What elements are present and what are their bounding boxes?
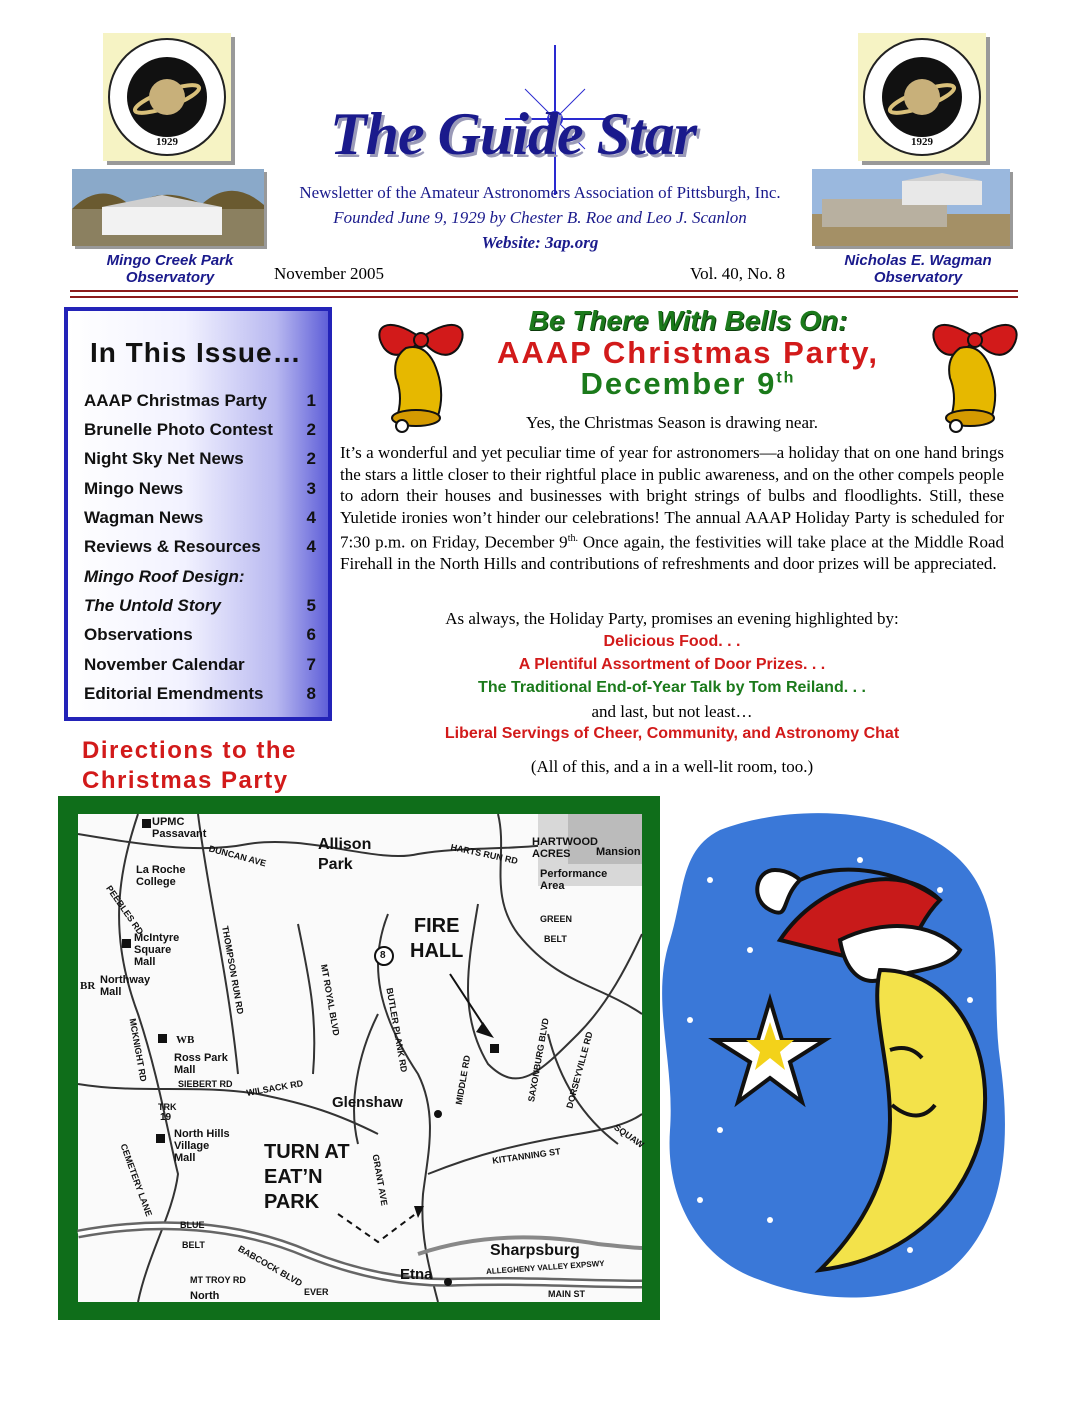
seal-year: 1929 xyxy=(911,136,933,148)
masthead-title: The Guide Star xyxy=(330,101,697,167)
map-road: HARTS RUN RD xyxy=(449,841,519,867)
map-place: BR xyxy=(80,980,96,992)
toc-item-page: 2 xyxy=(306,449,316,468)
map-road: MCKNIGHT RD xyxy=(127,1017,149,1083)
map-place: Etna xyxy=(400,1266,433,1283)
map-place: Passavant xyxy=(152,828,207,840)
turn-note-line1: TURN AT xyxy=(264,1141,350,1163)
toc-item[interactable] xyxy=(84,479,316,503)
toc-item[interactable] xyxy=(84,655,316,679)
map-place: BELT xyxy=(544,934,567,944)
toc-item-label: Night Sky Net News xyxy=(84,449,244,468)
map-place: BLUE xyxy=(180,1220,205,1230)
mingo-caption-line2: Observatory xyxy=(125,269,215,286)
toc-item-label: AAAP Christmas Party xyxy=(84,391,267,410)
map-road: SQUAW xyxy=(612,1122,646,1150)
aaap-seal-left xyxy=(103,33,231,161)
map-place: UPMC xyxy=(152,816,185,828)
directions-title-line2: Christmas Party xyxy=(82,767,289,794)
map-place: 19 xyxy=(160,1112,172,1123)
map-place: Mall xyxy=(174,1064,196,1076)
toc-item[interactable] xyxy=(84,567,316,591)
aaap-seal-right xyxy=(858,33,986,161)
map-place: 8 xyxy=(380,950,386,961)
fire-hall-line2: HALL xyxy=(410,940,464,962)
map-road: ALLEGHENY VALLEY EXPSWY xyxy=(485,1258,605,1277)
saturn-seal-icon xyxy=(858,33,986,161)
header-rule-top xyxy=(70,290,1018,292)
map-road: MAIN ST xyxy=(548,1289,585,1299)
toc-item[interactable] xyxy=(84,625,316,649)
toc-item-page: 1 xyxy=(306,391,316,410)
fire-hall-marker xyxy=(490,1044,499,1053)
toc-item-label: November Calendar xyxy=(84,655,245,674)
table-of-contents xyxy=(64,307,332,721)
map-place: North xyxy=(190,1290,220,1302)
map-road: CEMETERY LANE xyxy=(118,1142,155,1218)
map-place: Glenshaw xyxy=(332,1094,403,1111)
map-place: Mall xyxy=(174,1152,196,1164)
map-place: Mall xyxy=(134,956,156,968)
issue-date: November 2005 xyxy=(274,264,385,283)
map-road: SIEBERT RD xyxy=(178,1079,233,1089)
toc-item-page: 7 xyxy=(306,655,316,674)
directions-map xyxy=(78,814,646,1302)
map-place: GREEN xyxy=(540,914,573,924)
toc-item[interactable] xyxy=(84,596,316,620)
map-place: Park xyxy=(318,856,353,873)
map-place: Ross Park xyxy=(174,1052,228,1064)
turn-note-line2: EAT’N xyxy=(264,1166,323,1188)
highlight-item-last: Liberal Servings of Cheer, Community, and Astronomy Chat xyxy=(444,725,900,742)
toc-item-page: 4 xyxy=(306,537,316,556)
article-date-headline xyxy=(380,366,996,402)
wagman-caption-line2: Observatory xyxy=(873,269,963,286)
map-place: Mall xyxy=(100,986,122,998)
map-road: GRANT AVE xyxy=(370,1153,390,1207)
map-road: BUTLER PLANK RD xyxy=(384,987,410,1073)
toc-item-label: Mingo News xyxy=(84,479,184,498)
mingo-observatory-photo xyxy=(72,169,264,246)
wagman-caption xyxy=(826,252,1010,286)
toc-item-page: 2 xyxy=(306,420,316,439)
map-place: Performance xyxy=(540,868,608,880)
map-place: College xyxy=(136,876,176,888)
map-place: Area xyxy=(540,880,565,892)
toc-item[interactable] xyxy=(84,449,316,473)
toc-item-label: Observations xyxy=(84,625,193,644)
map-road: MT TROY RD xyxy=(190,1275,246,1285)
toc-item-page: 4 xyxy=(306,508,316,527)
map-road: THOMPSON RUN RD xyxy=(220,925,246,1015)
toc-item[interactable] xyxy=(84,684,316,708)
map-road: KITTANNING ST xyxy=(491,1146,562,1166)
map-place: McIntyre xyxy=(134,932,180,944)
fire-hall-line1: FIRE xyxy=(413,915,460,937)
map-place: BELT xyxy=(182,1240,205,1250)
map-road: MIDDLE RD xyxy=(453,1054,473,1106)
map-place: La Roche xyxy=(136,864,186,876)
article-body-sup: th. xyxy=(567,533,578,544)
wagman-observatory-photo xyxy=(812,169,1010,246)
map-road: DORSEYVILLE RD xyxy=(564,1030,595,1110)
map-place: Square xyxy=(134,944,172,956)
map-place: ACRES xyxy=(532,848,571,860)
issue-volume: Vol. 40, No. 8 xyxy=(690,264,786,283)
map-road: WILSACK RD xyxy=(245,1078,304,1098)
toc-item[interactable] xyxy=(84,391,316,415)
toc-item-label: Editorial Emendments xyxy=(84,684,264,703)
map-road: SAXONBURG BLVD xyxy=(526,1017,551,1103)
map-road: DUNCAN AVE xyxy=(207,843,268,869)
map-road: BABCOCK BLVD xyxy=(236,1243,304,1289)
highlight-item: Delicious Food. . . xyxy=(603,633,741,650)
christmas-moon-icon xyxy=(660,800,1010,1312)
toc-item-label: Wagman News xyxy=(84,508,204,527)
highlight-item: The Traditional End-of-Year Talk by Tom Reiland. . . xyxy=(478,679,866,696)
map-place: Northway xyxy=(100,974,151,986)
seal-year: 1929 xyxy=(156,136,178,148)
saturn-seal-icon xyxy=(103,33,231,161)
article-kicker: Be There With Bells On: xyxy=(528,305,848,336)
map-road: PEEBLES RD xyxy=(104,883,146,937)
turn-note-line3: PARK xyxy=(264,1191,320,1213)
date-headline-text: December 9 xyxy=(580,366,777,401)
newsletter-subtitle: Newsletter of the Amateur Astronomers Association of Pittsburgh, Inc. xyxy=(299,183,781,202)
map-road: MT ROYAL BLVD xyxy=(318,963,342,1037)
header-rule-bottom xyxy=(70,296,1018,298)
last-intro: and last, but not least… xyxy=(591,702,753,721)
toc-item-label: Brunelle Photo Contest xyxy=(84,420,273,439)
highlights-intro: As always, the Holiday Party, promises an evening highlighted by: xyxy=(445,609,899,628)
article-body-part2: Once again, the festivities will take place at the Middle Road Firehall in the North Hills and contributions of refreshments and door prizes will be appreciated. xyxy=(340,532,1004,574)
map-place: TRK xyxy=(158,1102,177,1112)
map-place: Sharpsburg xyxy=(490,1242,580,1259)
map-road: EVER xyxy=(304,1287,329,1297)
article-headline: AAAP Christmas Party, xyxy=(497,335,879,370)
map-place: Mansion xyxy=(596,846,641,858)
toc-title: In This Issue… xyxy=(90,337,302,368)
arrow-icon xyxy=(476,1022,494,1038)
toc-item-label: Reviews & Resources xyxy=(84,537,261,556)
map-place: HARTWOOD xyxy=(532,836,598,848)
wagman-caption-line1: Nicholas E. Wagman xyxy=(844,252,992,269)
toc-item-page: 5 xyxy=(306,596,316,615)
toc-item-page: 3 xyxy=(306,479,316,498)
toc-item-page: 8 xyxy=(306,684,316,703)
fire-hall-label xyxy=(410,914,463,964)
toc-item-label: The Untold Story xyxy=(84,596,221,615)
article-lead: Yes, the Christmas Season is drawing near. xyxy=(526,413,818,432)
article-body-part1: It’s a wonderful and yet peculiar time of year for astronomers—a holiday that on one hand brings the stars a little closer to their rightful place in public awareness, and on the other compels people to adorn their houses and businesses with bright strings of bulbs and floodlights. Still, these Yuletide ironies won’t hinder our celebrations! The annual AAAP Holiday Party is scheduled for 7:30 p.m. on Friday, December 9 xyxy=(340,443,1004,552)
map-place: North Hills xyxy=(174,1128,230,1140)
mingo-caption xyxy=(88,252,252,286)
directions-title xyxy=(82,736,297,796)
turn-note-label xyxy=(264,1140,350,1215)
highlight-item: A Plentiful Assortment of Door Prizes. . . xyxy=(518,656,826,673)
toc-item[interactable] xyxy=(84,508,316,532)
map-place: WB xyxy=(176,1034,195,1046)
directions-title-line1: Directions to the xyxy=(82,737,297,764)
website-line: Website: 3ap.org xyxy=(481,233,599,252)
toc-item[interactable] xyxy=(84,420,316,444)
map-place: Village xyxy=(174,1140,210,1152)
founded-line: Founded June 9, 1929 by Chester B. Roe and Leo J. Scanlon xyxy=(333,208,747,227)
toc-item[interactable] xyxy=(84,537,316,561)
mingo-caption-line1: Mingo Creek Park xyxy=(106,252,234,269)
toc-item-page: 6 xyxy=(306,625,316,644)
closing-line: (All of this, and a in a well-lit room, too.) xyxy=(530,757,814,776)
map-place: Allison xyxy=(318,836,372,853)
date-headline-sup: th xyxy=(776,369,796,387)
article-body xyxy=(340,442,1004,575)
toc-item-label: Mingo Roof Design: xyxy=(84,567,245,586)
